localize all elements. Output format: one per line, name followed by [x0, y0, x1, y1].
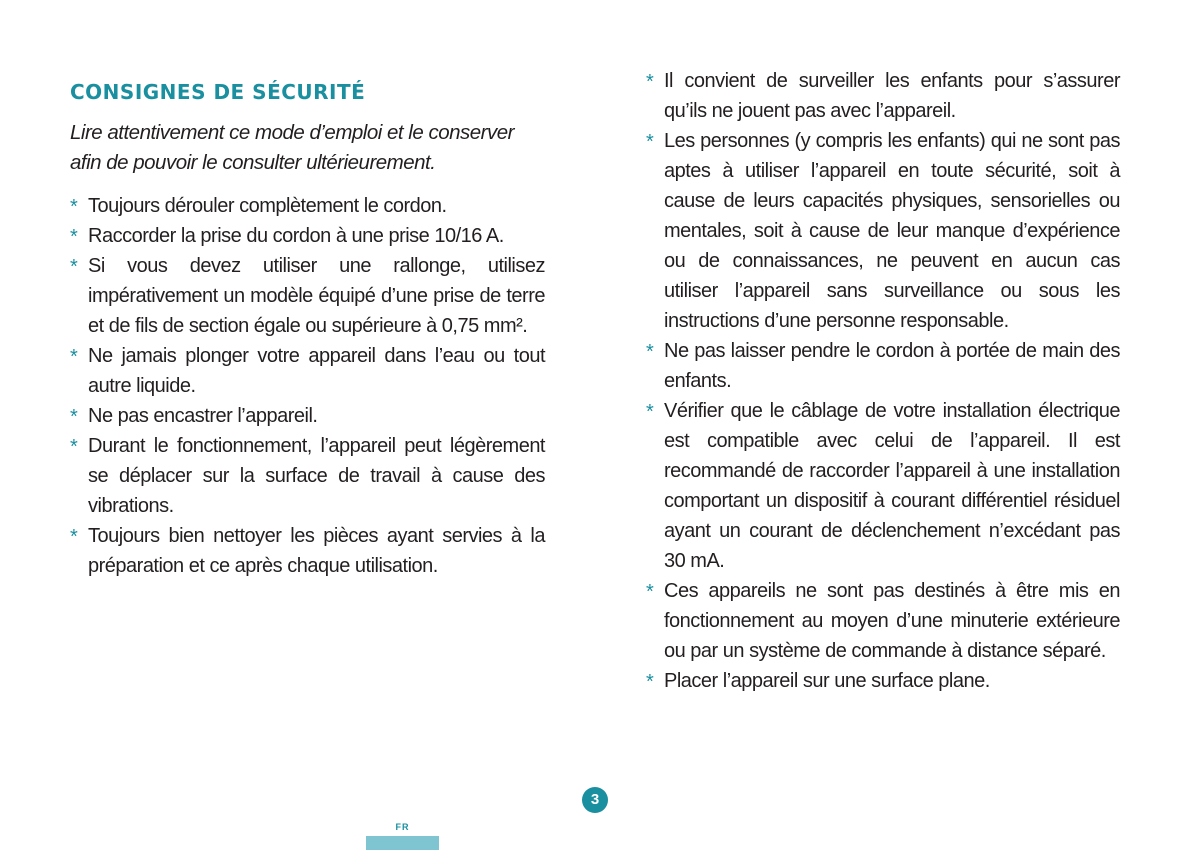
- asterisk-bullet-icon: *: [70, 196, 78, 218]
- asterisk-bullet-icon: *: [646, 71, 654, 93]
- list-item-text: Ces appareils ne sont pas destinés à être mis en fonctionnement au moyen d’une minuterie extérieure ou par un système de commande à distance séparé.: [664, 580, 1120, 662]
- list-item-text: Il convient de surveiller les enfants pour s’assurer qu’ils ne jouent pas avec l’appareil.: [664, 70, 1120, 122]
- list-item-text: Toujours dérouler complètement le cordon.: [88, 195, 447, 217]
- list-item: [70, 521, 545, 581]
- page-number-badge: 3: [582, 787, 608, 813]
- safety-list-right: [646, 66, 1120, 696]
- list-item-text: Ne jamais plonger votre appareil dans l’eau ou tout autre liquide.: [88, 345, 545, 397]
- list-item: [646, 396, 1120, 576]
- list-item: [646, 126, 1120, 336]
- list-item-text: Ne pas laisser pendre le cordon à portée de main des enfants.: [664, 340, 1120, 392]
- language-label: FR: [395, 822, 410, 832]
- asterisk-bullet-icon: *: [646, 671, 654, 693]
- list-item: [70, 431, 545, 521]
- list-item: [70, 401, 545, 431]
- language-tab: [366, 836, 439, 850]
- list-item-text: Ne pas encastrer l’appareil.: [88, 405, 318, 427]
- asterisk-bullet-icon: *: [646, 341, 654, 363]
- asterisk-bullet-icon: *: [70, 346, 78, 368]
- asterisk-bullet-icon: *: [70, 526, 78, 548]
- intro-text: Lire attentivement ce mode d’emploi et le conserver afin de pouvoir le consulter ultérieurement.: [70, 121, 514, 174]
- list-item-text: Vérifier que le câblage de votre installation électrique est compatible avec celui de l’appareil. Il est recommandé de raccorder l’appareil à une installation comportant un dispositif à courant différentiel résiduel ayant un courant de déclenchement n’excédant pas 30 mA.: [664, 400, 1120, 572]
- asterisk-bullet-icon: *: [646, 131, 654, 153]
- list-item: [70, 341, 545, 401]
- list-item: [70, 251, 545, 341]
- asterisk-bullet-icon: *: [70, 256, 78, 278]
- list-item-text: Placer l’appareil sur une surface plane.: [664, 670, 990, 692]
- list-item: [70, 191, 545, 221]
- list-item-text: Durant le fonctionnement, l’appareil peut légèrement se déplacer sur la surface de travail à cause des vibrations.: [88, 435, 545, 517]
- safety-list-left: [70, 191, 545, 581]
- asterisk-bullet-icon: *: [70, 406, 78, 428]
- list-item: [646, 576, 1120, 666]
- asterisk-bullet-icon: *: [646, 581, 654, 603]
- list-item-text: Raccorder la prise du cordon à une prise 10/16 A.: [88, 225, 504, 247]
- list-item-text: Si vous devez utiliser une rallonge, utilisez impérativement un modèle équipé d’une prise de terre et de fils de section égale ou supérieure à 0,75 mm².: [88, 255, 545, 337]
- section-title: CONSIGNES DE SÉCURITÉ: [70, 80, 366, 105]
- list-item: [646, 66, 1120, 126]
- asterisk-bullet-icon: *: [70, 436, 78, 458]
- asterisk-bullet-icon: *: [646, 401, 654, 423]
- asterisk-bullet-icon: *: [70, 226, 78, 248]
- list-item: [646, 336, 1120, 396]
- list-item-text: Toujours bien nettoyer les pièces ayant servies à la préparation et ce après chaque utilisation.: [88, 525, 545, 577]
- list-item-text: Les personnes (y compris les enfants) qui ne sont pas aptes à utiliser l’appareil en toute sécurité, soit à cause de leurs capacités physiques, sensorielles ou mentales, soit à cause de leur manque d’expérience ou de connaissances, ne peuvent en aucun cas utiliser l’appareil sans surveillance ou sous les instructions d’une personne responsable.: [664, 130, 1120, 332]
- list-item: [646, 666, 1120, 696]
- list-item: [70, 221, 545, 251]
